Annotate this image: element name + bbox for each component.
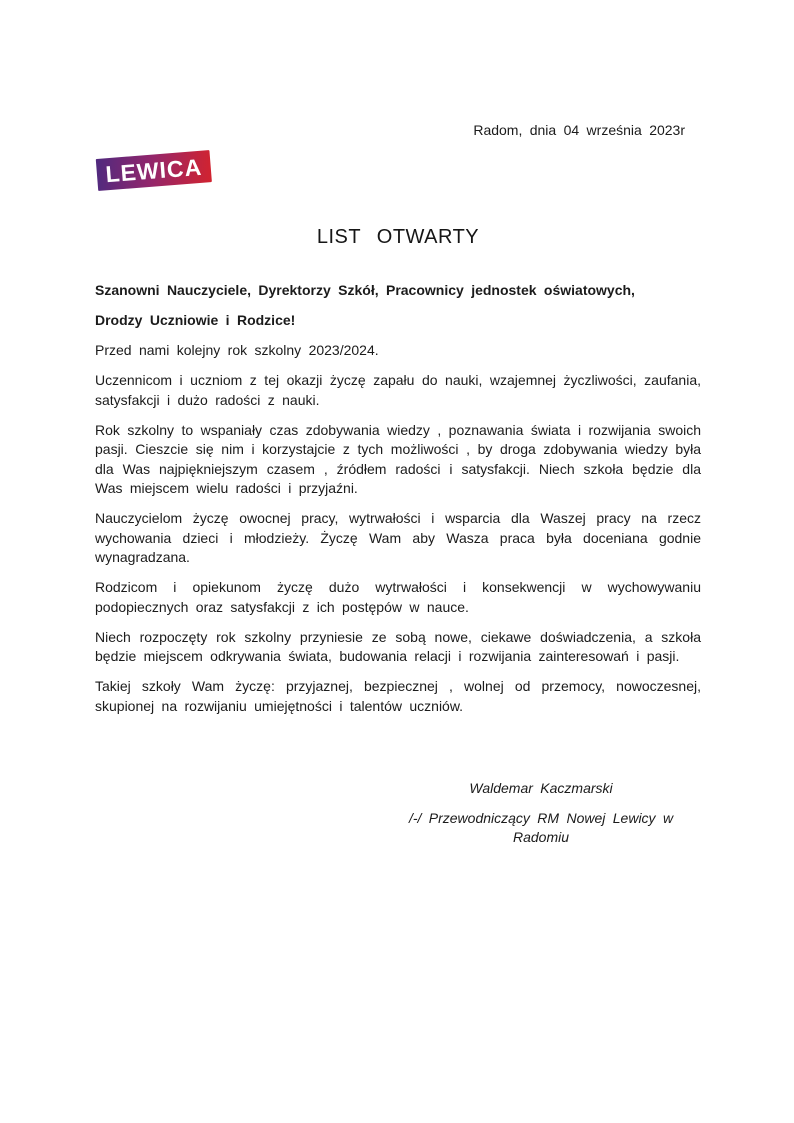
signature-block [381,779,701,848]
letter-body [95,341,701,716]
signature-role: /-/ Przewodniczący RM Nowej Lewicy w Radomiu [408,809,674,845]
salutation-line-2: Drodzy Uczniowie i Rodzice! [95,312,296,328]
lewica-logo [96,150,212,191]
lewica-logo-text: LEWICA [104,152,204,187]
date-line: Radom, dnia 04 września 2023r [473,122,685,138]
letter-content [95,0,701,848]
salutation-block [95,281,701,331]
signature-name: Waldemar Kaczmarski [469,780,613,796]
body-paragraph-2: Uczennicom i uczniom z tej okazji życzę zapału do nauki, wzajemnej życzliwości, zaufania, satysfakcji i dużo radości z nauki. [95,372,701,408]
body-paragraph-4: Nauczycielom życzę owocnej pracy, wytrwałości i wsparcia dla Waszej pracy na rzecz wychowania dzieci i młodzieży. Życzę Wam aby Wasza praca była doceniana godnie wynagradzana. [95,510,701,565]
body-paragraph-6: Niech rozpoczęty rok szkolny przyniesie ze sobą nowe, ciekawe doświadczenia, a szkoła będzie miejscem odkrywania świata, budowania relacji i rozwijania zainteresowań i pasji. [95,628,701,664]
page-title: LIST OTWARTY [316,225,480,248]
body-paragraph-5: Rodzicom i opiekunom życzę dużo wytrwałości i konsekwencji w wychowywaniu podopiecznych oraz satysfakcji z ich postępów w nauce. [95,579,701,615]
body-paragraph-7: Takiej szkoły Wam życzę: przyjaznej, bezpiecznej , wolnej od przemocy, nowoczesnej, skupionej na rozwijaniu umiejętności i talentów uczniów. [95,678,701,714]
body-paragraph-3: Rok szkolny to wspaniały czas zdobywania wiedzy , poznawania świata i rozwijania swoich pasji. Cieszcie się nim i korzystajcie z tych możliwości , by droga zdobywania wiedzy była dla Was najpiękniejszym czasem , źródłem radości i satysfakcji. Niech szkoła będzie dla Was miejscem wielu radości i przyjaźni. [95,421,701,496]
salutation-line-1: Szanowni Nauczyciele, Dyrektorzy Szkół, Pracownicy jednostek oświatowych, [95,282,635,298]
body-paragraph-1: Przed nami kolejny rok szkolny 2023/2024. [95,342,379,358]
